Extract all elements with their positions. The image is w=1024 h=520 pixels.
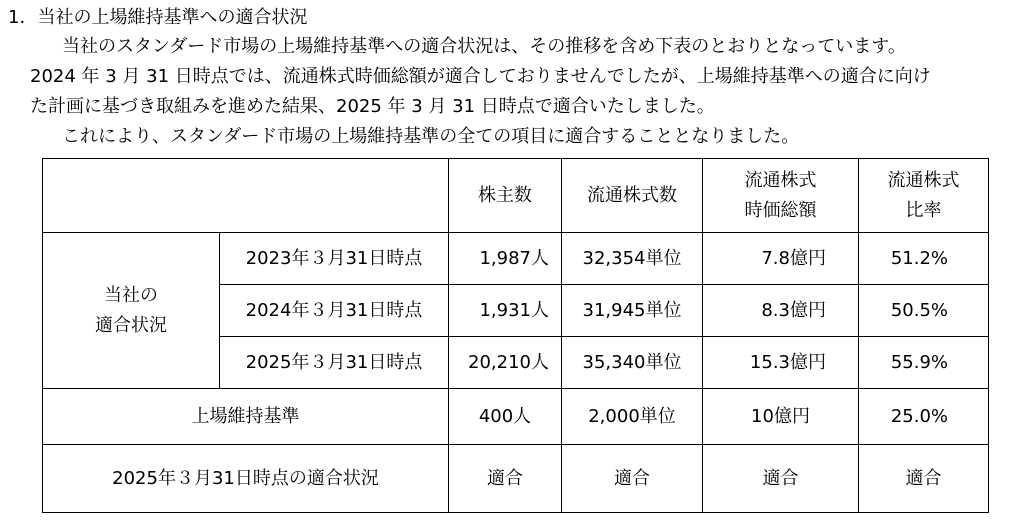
row-ratio: 55.9%	[859, 337, 989, 389]
row-market-cap: 7.8億円	[703, 233, 859, 285]
table-header-row	[43, 159, 989, 233]
criteria-float-shares: 2,000単位	[562, 389, 703, 445]
row-shareholders: 1,987人	[449, 233, 562, 285]
header-float-market-cap	[703, 159, 859, 233]
criteria-ratio: 25.0%	[859, 389, 989, 445]
row-shareholders: 1,931人	[449, 285, 562, 337]
header-float-market-cap-line2: 時価総額	[744, 199, 817, 221]
header-float-shares: 流通株式数	[562, 159, 703, 233]
paragraph-line-4: これにより、スタンダード市場の上場維持基準の全ての項目に適合することとなりました。	[62, 126, 800, 147]
row-market-cap: 8.3億円	[703, 285, 859, 337]
company-status-label-line1: 当社の	[104, 284, 158, 306]
header-empty-cell	[43, 159, 449, 233]
header-float-ratio-line1: 流通株式	[887, 169, 960, 191]
row-date: 2024年３月31日時点	[220, 285, 449, 337]
status-label: 2025年３月31日時点の適合状況	[43, 445, 449, 513]
paragraph-line-1: 当社のスタンダード市場の上場維持基準への適合状況は、その推移を含め下表のとおりとなっています。	[62, 36, 906, 57]
criteria-market-cap: 10億円	[703, 389, 859, 445]
paragraph-line-3: た計画に基づき取組みを進めた結果、2025 年 3 月 31 日時点で適合いたしました。	[30, 96, 715, 117]
criteria-shareholders: 400人	[449, 389, 562, 445]
row-float-shares: 35,340単位	[562, 337, 703, 389]
row-float-shares: 32,354単位	[562, 233, 703, 285]
row-date: 2025年３月31日時点	[220, 337, 449, 389]
row-ratio: 50.5%	[859, 285, 989, 337]
status-shareholders: 適合	[449, 445, 562, 513]
status-ratio: 適合	[859, 445, 989, 513]
status-float-shares: 適合	[562, 445, 703, 513]
row-date: 2023年３月31日時点	[220, 233, 449, 285]
row-market-cap: 15.3億円	[703, 337, 859, 389]
company-status-label	[43, 233, 220, 389]
table-row	[43, 233, 989, 285]
header-float-ratio-line2: 比率	[905, 199, 942, 221]
compliance-table	[42, 158, 989, 513]
header-float-ratio	[859, 159, 989, 233]
section-heading: 1．当社の上場維持基準への適合状況	[8, 7, 308, 28]
header-shareholders: 株主数	[449, 159, 562, 233]
paragraph-line-2: 2024 年 3 月 31 日時点では、流通株式時価総額が適合しておりませんでしたが、上場維持基準への適合に向け	[30, 66, 931, 87]
header-float-market-cap-line1: 流通株式	[744, 169, 817, 191]
row-ratio: 51.2%	[859, 233, 989, 285]
row-shareholders: 20,210人	[449, 337, 562, 389]
criteria-row	[43, 389, 989, 445]
criteria-label: 上場維持基準	[43, 389, 449, 445]
status-market-cap: 適合	[703, 445, 859, 513]
status-row	[43, 445, 989, 513]
row-float-shares: 31,945単位	[562, 285, 703, 337]
company-status-label-line2: 適合状況	[95, 314, 167, 336]
